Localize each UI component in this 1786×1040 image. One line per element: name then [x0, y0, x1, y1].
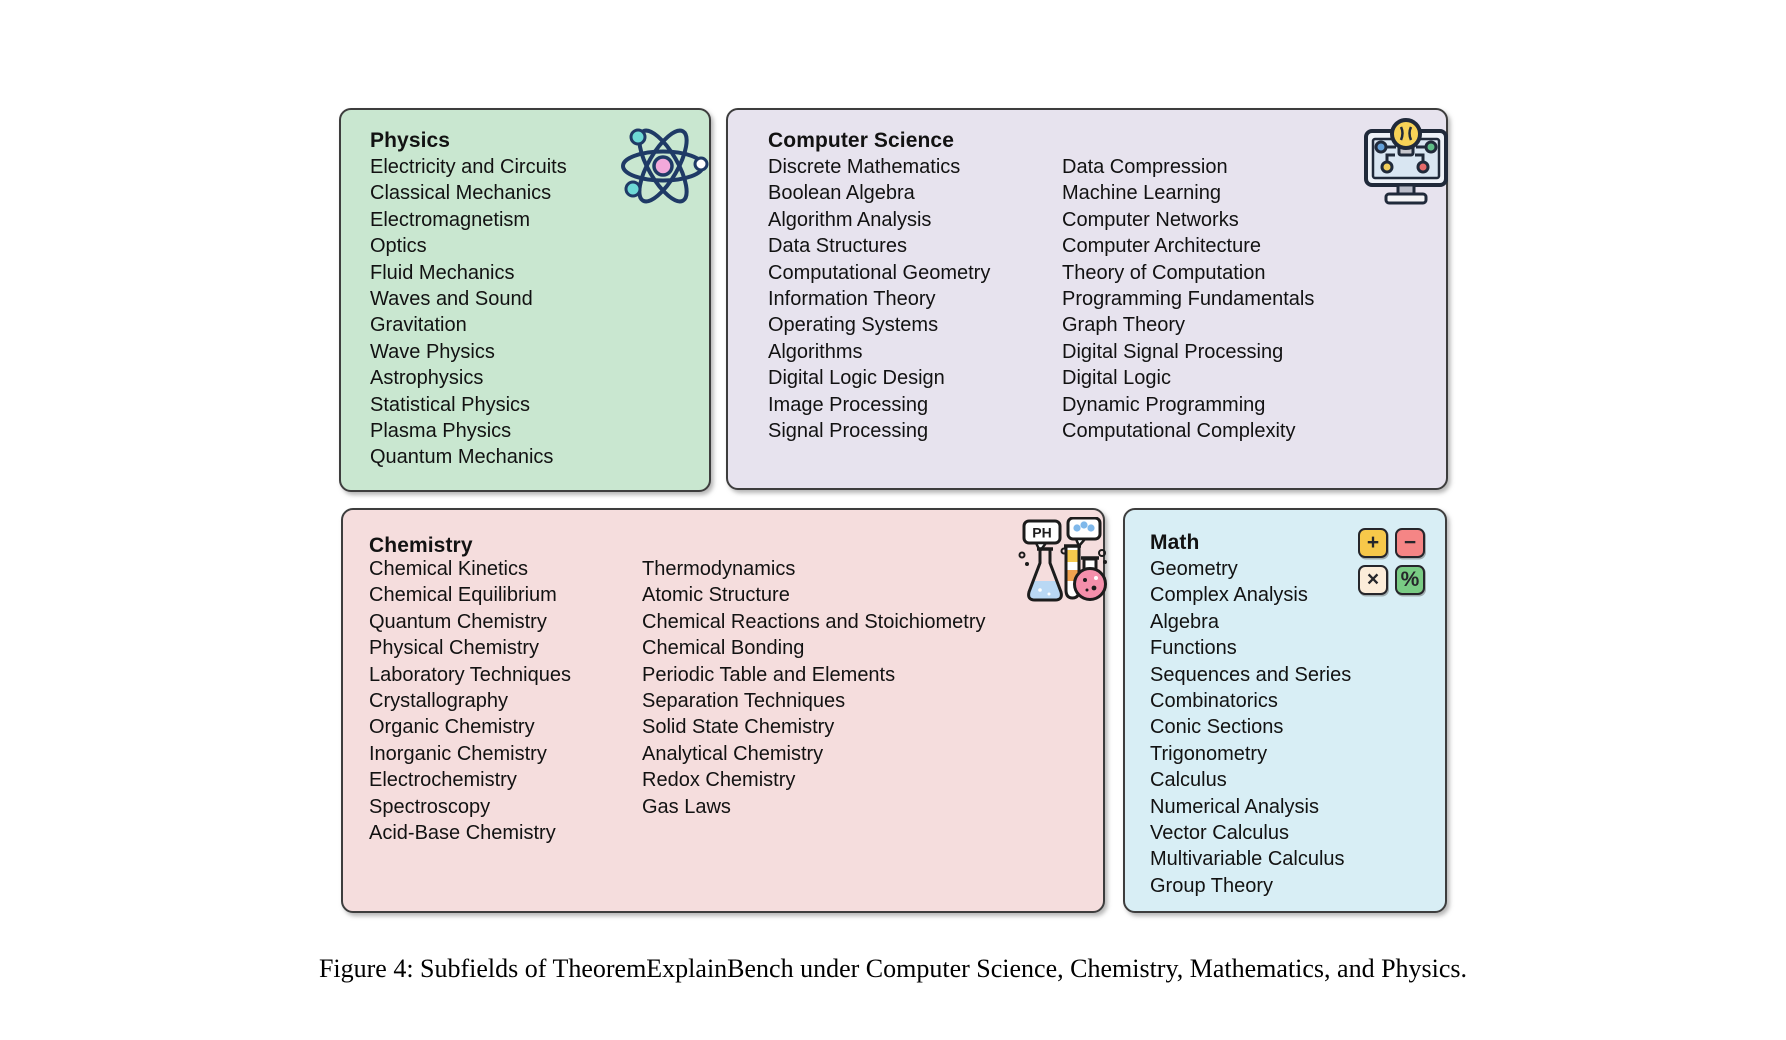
computer-science-box	[726, 108, 1448, 490]
liquid-dot	[1083, 578, 1087, 582]
chemistry-title: Chemistry	[369, 534, 473, 557]
subfield-item: Atomic Structure	[642, 584, 790, 607]
subfield-item: Solid State Chemistry	[642, 716, 835, 739]
cs-subfields-column-1	[768, 154, 1062, 444]
subfield-item: Boolean Algebra	[768, 182, 915, 205]
subfield-item: Vector Calculus	[1150, 822, 1289, 845]
subfield-item: Complex Analysis	[1150, 584, 1308, 607]
subfield-item: Physical Chemistry	[369, 637, 540, 660]
bubble-dot	[1025, 562, 1029, 566]
math-list	[1150, 556, 1437, 899]
subfield-item: Data Structures	[768, 235, 907, 258]
subfield-item: Laboratory Techniques	[369, 663, 571, 686]
subfield-item: Waves and Sound	[370, 288, 533, 311]
electron	[631, 130, 645, 144]
percent-icon: %	[1395, 565, 1425, 595]
droplet	[1073, 524, 1080, 531]
subfield-item: Computational Geometry	[768, 261, 991, 284]
subfield-item: Fluid Mechanics	[370, 261, 515, 284]
liquid-dot	[1094, 576, 1098, 580]
subfield-item: Inorganic Chemistry	[369, 742, 547, 765]
subfield-item: Combinatorics	[1150, 690, 1278, 713]
subfield-item: Chemical Equilibrium	[369, 584, 557, 607]
subfield-item: Data Compression	[1062, 156, 1228, 178]
subfield-item: Classical Mechanics	[370, 182, 552, 205]
round-flask	[1075, 569, 1106, 600]
computer-lightbulb-icon	[1362, 115, 1450, 212]
circuit-node-blue	[1376, 142, 1386, 152]
subfield-item: Algebra	[1150, 610, 1219, 633]
subfield-item: Signal Processing	[768, 420, 929, 443]
subfield-item: Acid-Base Chemistry	[369, 822, 556, 845]
subfield-item: Digital Logic	[1062, 367, 1171, 390]
subfield-item: Digital Logic Design	[768, 367, 945, 390]
subfield-item: Algorithms	[768, 340, 863, 363]
subfield-item: Group Theory	[1150, 874, 1274, 897]
monitor-base	[1386, 194, 1426, 203]
test-tube-band	[1066, 550, 1079, 562]
circuit-node-yellow	[1382, 162, 1392, 172]
multiply-icon: ×	[1358, 565, 1388, 595]
subfield-item: Calculus	[1150, 769, 1227, 792]
subfield-item: Electromagnetism	[370, 208, 531, 231]
subfield-item: Graph Theory	[1062, 314, 1186, 337]
bubble-dot	[1099, 550, 1105, 556]
subfield-item: Spectroscopy	[369, 795, 491, 818]
subfield-item: Electricity and Circuits	[370, 156, 567, 178]
droplet	[1087, 524, 1094, 531]
subfield-item: Geometry	[1150, 558, 1238, 580]
math-box	[1123, 508, 1447, 913]
subfield-item: Computational Complexity	[1062, 420, 1296, 443]
subfield-item: Sequences and Series	[1150, 663, 1352, 686]
subfield-item: Gravitation	[370, 314, 467, 337]
liquid-dot	[1092, 586, 1097, 591]
subfield-item: Information Theory	[768, 288, 936, 311]
subfield-item: Digital Signal Processing	[1062, 340, 1284, 363]
subfield-item: Dynamic Programming	[1062, 393, 1266, 416]
electron	[695, 158, 707, 170]
subfield-item: Analytical Chemistry	[642, 742, 824, 765]
subfield-item: Multivariable Calculus	[1150, 848, 1345, 871]
physics-box	[339, 108, 711, 492]
lightbulb	[1392, 120, 1420, 148]
subfield-item: Chemical Kinetics	[369, 558, 528, 580]
subfield-item: Organic Chemistry	[369, 716, 535, 739]
subfield-item: Statistical Physics	[370, 393, 531, 416]
physics-title: Physics	[370, 129, 451, 152]
subfield-item: Computer Architecture	[1062, 235, 1261, 258]
subfield-item: Optics	[370, 235, 427, 258]
subfield-item: Quantum Mechanics	[370, 446, 554, 469]
circuit-node-red	[1418, 162, 1428, 172]
math-title: Math	[1150, 531, 1200, 554]
subfield-item: Theory of Computation	[1062, 261, 1266, 284]
electron	[626, 182, 640, 196]
atom-nucleus	[654, 157, 672, 175]
subfield-item: Periodic Table and Elements	[642, 663, 896, 686]
subfield-item: Trigonometry	[1150, 742, 1268, 765]
computer-science-title: Computer Science	[768, 129, 954, 152]
subfield-item: Electrochemistry	[369, 769, 517, 792]
figure-caption: Figure 4: Subfields of TheoremExplainBench under Computer Science, Chemistry, Mathematics, and Physics.	[318, 954, 1468, 983]
subfield-item: Redox Chemistry	[642, 769, 796, 792]
subfield-item: Operating Systems	[768, 314, 939, 337]
atom-icon	[617, 126, 709, 213]
subfield-item: Machine Learning	[1062, 182, 1221, 205]
subfield-item: Quantum Chemistry	[369, 610, 547, 633]
chemistry-flasks-icon	[1018, 517, 1108, 616]
minus-icon: −	[1395, 528, 1425, 558]
subfield-item: Gas Laws	[642, 795, 731, 818]
chemistry-subfields-column-1	[369, 556, 642, 846]
circuit-node-green	[1426, 142, 1436, 152]
subfield-item: Algorithm Analysis	[768, 208, 932, 231]
subfield-item: Crystallography	[369, 690, 508, 713]
subfield-item: Thermodynamics	[642, 558, 796, 580]
bubble-dot	[1020, 553, 1025, 558]
subfield-item: Computer Networks	[1062, 208, 1239, 231]
subfield-item: Numerical Analysis	[1150, 795, 1319, 818]
liquid-dot	[1038, 588, 1042, 592]
chemistry-box	[341, 508, 1105, 913]
droplet	[1080, 521, 1087, 528]
subfield-item: Separation Techniques	[642, 690, 846, 713]
subfield-item: Plasma Physics	[370, 420, 512, 443]
subfield-item: Image Processing	[768, 393, 929, 416]
subfield-item: Chemical Reactions and Stoichiometry	[642, 610, 986, 633]
math-operations-icon	[1358, 528, 1425, 595]
subfield-item: Astrophysics	[370, 367, 484, 390]
subfield-item: Wave Physics	[370, 340, 495, 363]
subfield-item: Programming Fundamentals	[1062, 288, 1315, 311]
subfield-item: Conic Sections	[1150, 716, 1284, 739]
subfield-item: Functions	[1150, 637, 1237, 660]
plus-icon: +	[1358, 528, 1388, 558]
bubble-dot	[1103, 560, 1107, 564]
subfield-item: Discrete Mathematics	[768, 156, 961, 178]
liquid-dot	[1086, 589, 1089, 592]
ph-label: PH	[1032, 524, 1052, 541]
liquid-dot	[1048, 593, 1051, 596]
subfield-item: Chemical Bonding	[642, 637, 805, 660]
